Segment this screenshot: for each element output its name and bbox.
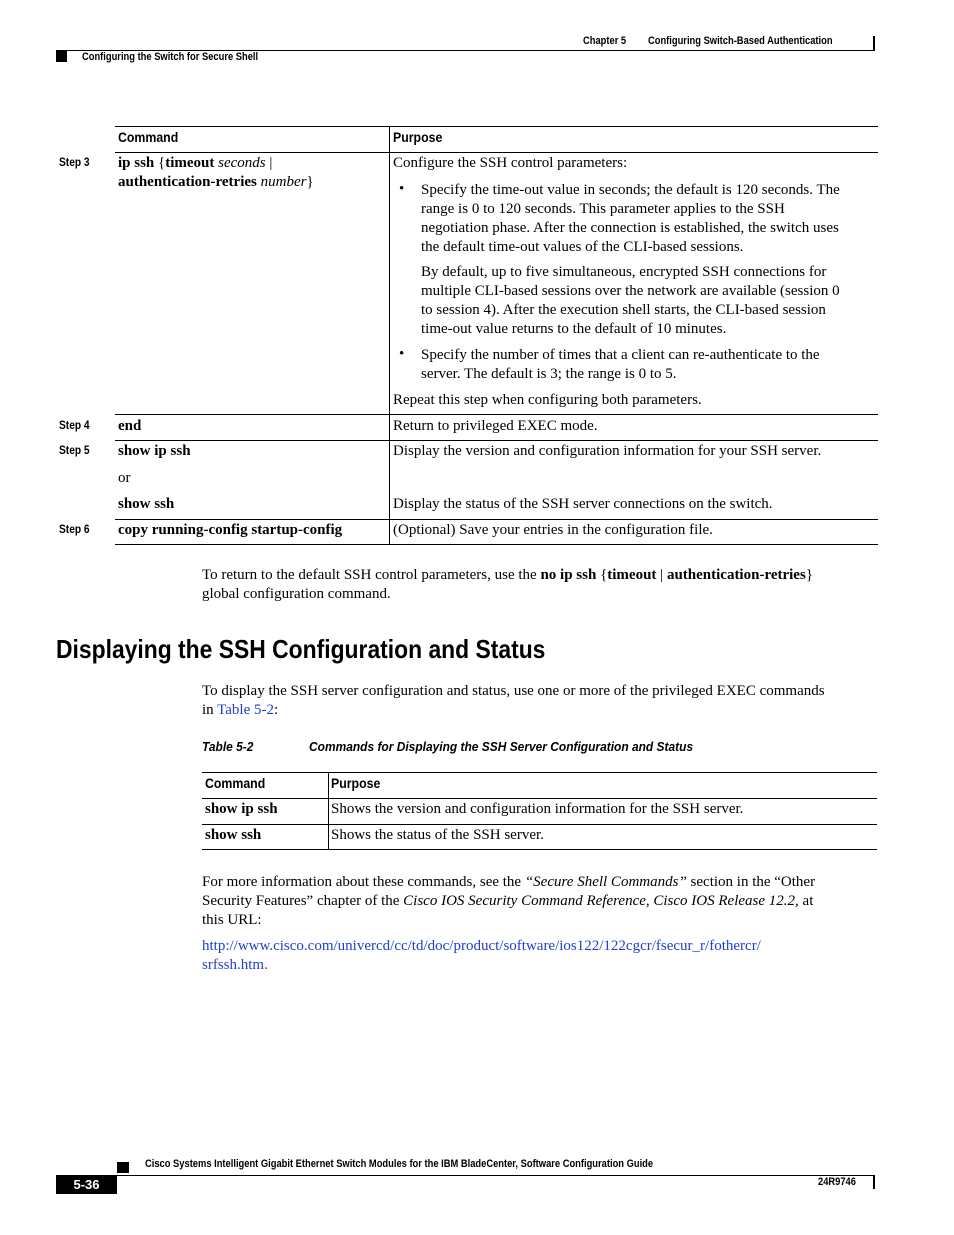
step5-command2: show ssh: [118, 496, 175, 512]
step4-command: end: [118, 418, 142, 434]
header-right-bar: [873, 36, 875, 51]
step6-label: Step 6: [59, 522, 90, 536]
bullet-icon: •: [399, 346, 405, 362]
footer-rule: [56, 1175, 875, 1176]
table2-cell-purpose: Shows the status of the SSH server.: [331, 827, 544, 843]
url-link[interactable]: [202, 937, 761, 975]
step4-label: Step 4: [59, 418, 90, 432]
header-chapter: Chapter 5: [583, 35, 627, 47]
step6-purpose: (Optional) Save your entries in the configuration file.: [393, 522, 713, 538]
table2-header-purpose: Purpose: [331, 775, 381, 791]
step6-command: copy running-config startup-config: [118, 522, 343, 538]
step3-outro: Repeat this step when configuring both parameters.: [393, 392, 702, 408]
bullet-icon: •: [399, 181, 405, 197]
step3-bullet1: Specify the time-out value in seconds; the default is 120 seconds. The range is 0 to 120 seconds. This parameter applies to the SSH negotiation phase. After the connection is established, the switch uses the default time-out values of the CLI-based sessions.: [421, 182, 840, 255]
footer-doc-id: 24R9746: [818, 1176, 856, 1188]
table1-header-purpose: Purpose: [393, 129, 443, 145]
return-paragraph: To return to the default SSH control parameters, use the no ip ssh {timeout | authentication-retries} global configuration command.: [202, 567, 814, 602]
step5-label: Step 5: [59, 443, 90, 457]
url-link-line1[interactable]: http://www.cisco.com/univercd/cc/td/doc/product/software/ios122/122cgcr/fsecur_r/fothercr/: [202, 938, 761, 954]
step3-intro: Configure the SSH control parameters:: [393, 155, 628, 171]
step3-label: Step 3: [59, 155, 90, 169]
table2-caption: Commands for Displaying the SSH Server Configuration and Status: [309, 739, 694, 754]
footer-right-bar: [873, 1175, 875, 1189]
display-paragraph: To display the SSH server configuration and status, use one or more of the privileged EXEC commands in Table 5-2:: [202, 683, 825, 718]
step5-command1: show ip ssh: [118, 443, 191, 459]
more-info-paragraph: For more information about these commands, see the “Secure Shell Commands” section in the “Other Security Features” chapter of the Cisco IOS Security Command Reference, Cisco IOS Release 12.2, at this URL:: [202, 874, 816, 928]
step3-paragraph: By default, up to five simultaneous, encrypted SSH connections for multiple CLI-based sessions over the network are available (session 0 to session 4). After the execution shell starts, the CLI-based session time-out value returns to the default of 10 minutes.: [421, 264, 840, 337]
table2-header-command: Command: [205, 775, 266, 791]
footer-marker: [117, 1162, 129, 1173]
table2-cell-command: show ssh: [205, 827, 262, 843]
step5-or: or: [118, 470, 131, 486]
footer-title: Cisco Systems Intelligent Gigabit Ethernet Switch Modules for the IBM BladeCenter, Software Configuration Guide: [145, 1158, 654, 1170]
table2-cell-purpose: Shows the version and configuration information for the SSH server.: [331, 801, 744, 817]
header-chapter-title: Configuring Switch-Based Authentication: [648, 35, 833, 47]
step4-purpose: Return to privileged EXEC mode.: [393, 418, 598, 434]
header-section: Configuring the Switch for Secure Shell: [82, 51, 259, 63]
table2-number: Table 5-2: [202, 739, 254, 754]
section-heading: Displaying the SSH Configuration and Status: [56, 634, 546, 664]
step3-command: ip ssh {timeout seconds | authentication-retries number}: [118, 155, 314, 190]
footer-page-number: 5-36: [56, 1175, 117, 1194]
step3-bullet2: Specify the number of times that a client can re-authenticate to the server. The default is 3; the range is 0 to 5.: [421, 347, 820, 382]
header-marker: [56, 51, 67, 62]
url-link-line2[interactable]: srfssh.htm.: [202, 957, 268, 973]
table1-header-command: Command: [118, 129, 179, 145]
step5-purpose1: Display the version and configuration information for your SSH server.: [393, 443, 822, 459]
table2-cell-command: show ip ssh: [205, 801, 278, 817]
step5-purpose2: Display the status of the SSH server connections on the switch.: [393, 496, 773, 512]
table-5-2-link[interactable]: Table 5-2: [217, 702, 274, 718]
